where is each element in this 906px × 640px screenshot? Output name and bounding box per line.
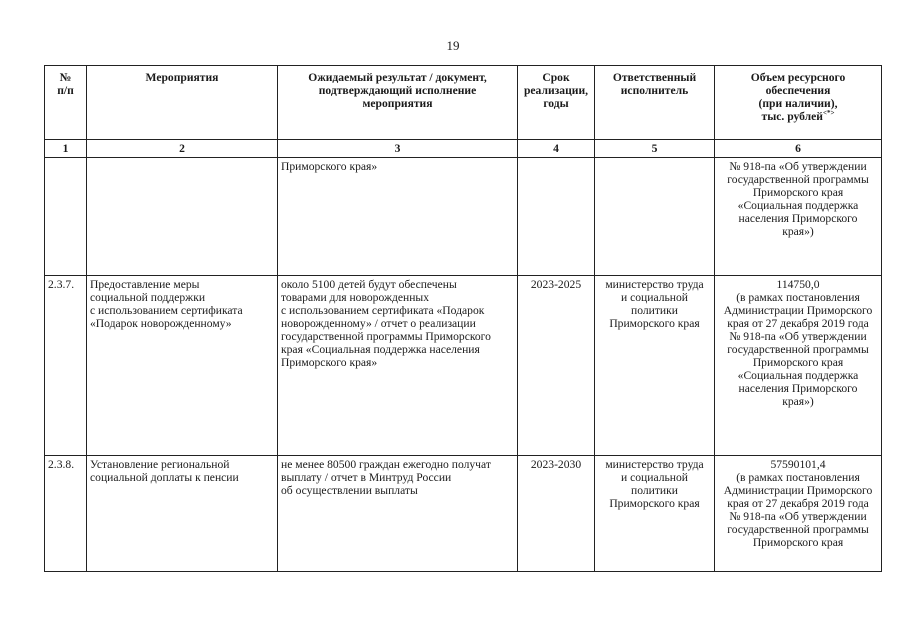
column-number-row xyxy=(45,140,882,158)
table-row xyxy=(45,158,882,276)
row-period: 2023-2030 xyxy=(518,456,595,572)
row-resources: № 918-па «Об утверждении государственной программы Приморского края «Социальная поддержка населения Приморского края») xyxy=(715,158,882,276)
table-row xyxy=(45,276,882,456)
table-header-row xyxy=(45,66,882,140)
row-period: 2023-2025 xyxy=(518,276,595,456)
column-number: 3 xyxy=(278,140,518,158)
row-number xyxy=(45,158,87,276)
column-number: 4 xyxy=(518,140,595,158)
table-row xyxy=(45,456,882,572)
column-number: 2 xyxy=(87,140,278,158)
header-resources: Объем ресурсного обеспечения (при наличии), тыс. рублей xyxy=(750,71,846,123)
row-resources: 57590101,4 (в рамках постановления Администрации Приморского края от 27 декабря 2019 года № 918-па «Об утверждении государственной программы Приморского края xyxy=(715,456,882,572)
row-resources: 114750,0 (в рамках постановления Администрации Приморского края от 27 декабря 2019 года № 918-па «Об утверждении государственной программы Приморского края «Социальная поддержка населения Приморского края») xyxy=(715,276,882,456)
header-measures: Мероприятия xyxy=(87,66,278,140)
header-resources-cell xyxy=(715,66,882,140)
header-executor: Ответственный исполнитель xyxy=(595,66,715,140)
row-result: не менее 80500 граждан ежегодно получат выплату / отчет в Минтруд России об осуществлении выплаты xyxy=(278,456,518,572)
row-executor: министерство труда и социальной политики Приморского края xyxy=(595,276,715,456)
row-executor: министерство труда и социальной политики Приморского края xyxy=(595,456,715,572)
page-number: 19 xyxy=(446,38,460,53)
footnote-mark: <*> xyxy=(822,109,835,118)
header-expected-result: Ожидаемый результат / документ, подтверждающий исполнение мероприятия xyxy=(278,66,518,140)
row-number: 2.3.7. xyxy=(45,276,87,456)
row-result: Приморского края» xyxy=(278,158,518,276)
measures-table xyxy=(44,65,882,572)
row-period xyxy=(518,158,595,276)
row-executor xyxy=(595,158,715,276)
row-measure xyxy=(87,158,278,276)
row-measure: Установление региональной социальной доплаты к пенсии xyxy=(87,456,278,572)
column-number: 1 xyxy=(45,140,87,158)
column-number: 5 xyxy=(595,140,715,158)
row-measure: Предоставление меры социальной поддержки с использованием сертификата «Подарок новорожденному» xyxy=(87,276,278,456)
row-result: около 5100 детей будут обеспечены товарами для новорожденных с использованием сертификата «Подарок новорожденному» / отчет о реализации государственной программы Приморского края «Социальная поддержка населения Приморского края» xyxy=(278,276,518,456)
header-number: № п/п xyxy=(45,66,87,140)
row-number: 2.3.8. xyxy=(45,456,87,572)
column-number: 6 xyxy=(715,140,882,158)
header-period: Срок реализации, годы xyxy=(518,66,595,140)
